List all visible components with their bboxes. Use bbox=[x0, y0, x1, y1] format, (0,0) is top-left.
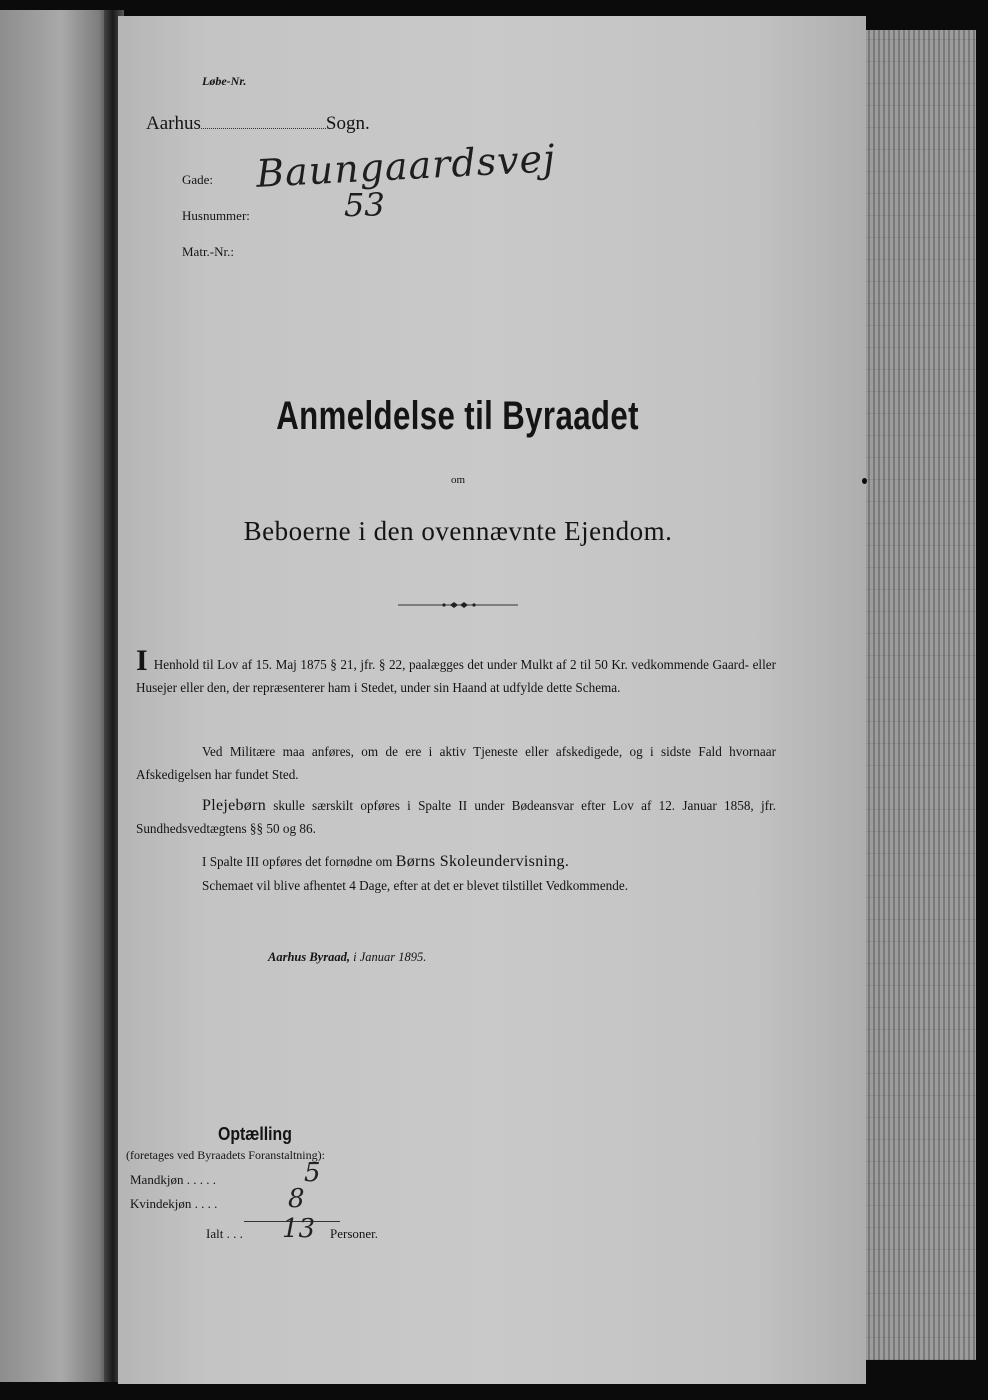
paragraph-foster-children bbox=[136, 794, 776, 840]
title-connector: om bbox=[450, 474, 466, 486]
schooling-emphasis: Børns Skoleundervisning. bbox=[395, 853, 570, 870]
male-count-label: Mandkjøn . . . . . bbox=[130, 1172, 216, 1187]
paragraph-military: Ved Militære maa anføres, om de ere i aktiv Tjeneste eller afskedigede, og i sidste Fald hvornaar Afskedigelsen har fundet Sted. bbox=[136, 744, 776, 782]
total-count-value: 13 bbox=[282, 1214, 316, 1244]
count-title: Optælling bbox=[218, 1124, 292, 1144]
male-count-value: 5 bbox=[304, 1158, 321, 1188]
house-number-label: Husnummer: bbox=[182, 208, 250, 223]
signature-line bbox=[268, 950, 426, 965]
ink-spot bbox=[862, 478, 867, 484]
foster-children-emphasis: Plejebørn bbox=[202, 797, 267, 814]
parish-row bbox=[146, 113, 370, 135]
cadastral-number-label: Matr.-Nr.: bbox=[182, 244, 234, 259]
street-label: Gade: bbox=[182, 172, 214, 187]
persons-label: Personer. bbox=[330, 1226, 379, 1241]
paragraph-collection: Schemaet vil blive afhentet 4 Dage, efter at det er blevet tilstillet Vedkommende. bbox=[202, 878, 629, 893]
paragraph-law-text: Henhold til Lov af 15. Maj 1875 § 21, jfr. § 22, paalægges det under Mulkt af 2 til 50 Kr. vedkommende Gaard- eller Husejer eller den, der repræsenterer ham i Stedet, under sin Haand at udfylde dette Schema. bbox=[136, 657, 776, 695]
previous-page-edge bbox=[0, 10, 112, 1382]
signature-date: i Januar 1895. bbox=[353, 950, 427, 964]
paragraph-law-reference bbox=[136, 644, 776, 699]
foster-children-text: skulle særskilt opføres i Spalte II under Bødeansvar efter Lov af 12. Januar 1858, jfr. Sundhedsvedtægtens §§ 50 og 86. bbox=[136, 798, 776, 836]
house-number-handwritten-value: 53 bbox=[344, 186, 385, 224]
sogn-label: Sogn. bbox=[325, 113, 370, 134]
loebe-nr-label: Løbe-Nr. bbox=[202, 74, 247, 88]
page-stack-edge bbox=[850, 30, 976, 1360]
ornament-divider bbox=[398, 598, 518, 612]
paragraph-schooling bbox=[202, 850, 569, 873]
drop-cap: I bbox=[136, 644, 148, 677]
document-subtitle: Beboerne i den ovennævnte Ejendom. bbox=[243, 516, 673, 546]
census-form-page bbox=[118, 16, 866, 1384]
street-handwritten-value: Baungaardsvej bbox=[255, 136, 557, 196]
total-count-label: Ialt . . . bbox=[206, 1226, 243, 1241]
female-count-value: 8 bbox=[288, 1184, 305, 1214]
count-subtitle: (foretages ved Byraadets Foranstaltning): bbox=[126, 1148, 325, 1162]
document-title: Anmeldelse til Byraadet bbox=[276, 394, 639, 438]
parish-dotted-line bbox=[201, 127, 326, 129]
city-name: Aarhus bbox=[146, 113, 201, 134]
schooling-text: I Spalte III opføres det fornødne om bbox=[202, 854, 396, 869]
signature-name: Aarhus Byraad, bbox=[268, 950, 350, 964]
female-count-label: Kvindekjøn . . . . bbox=[130, 1196, 218, 1211]
